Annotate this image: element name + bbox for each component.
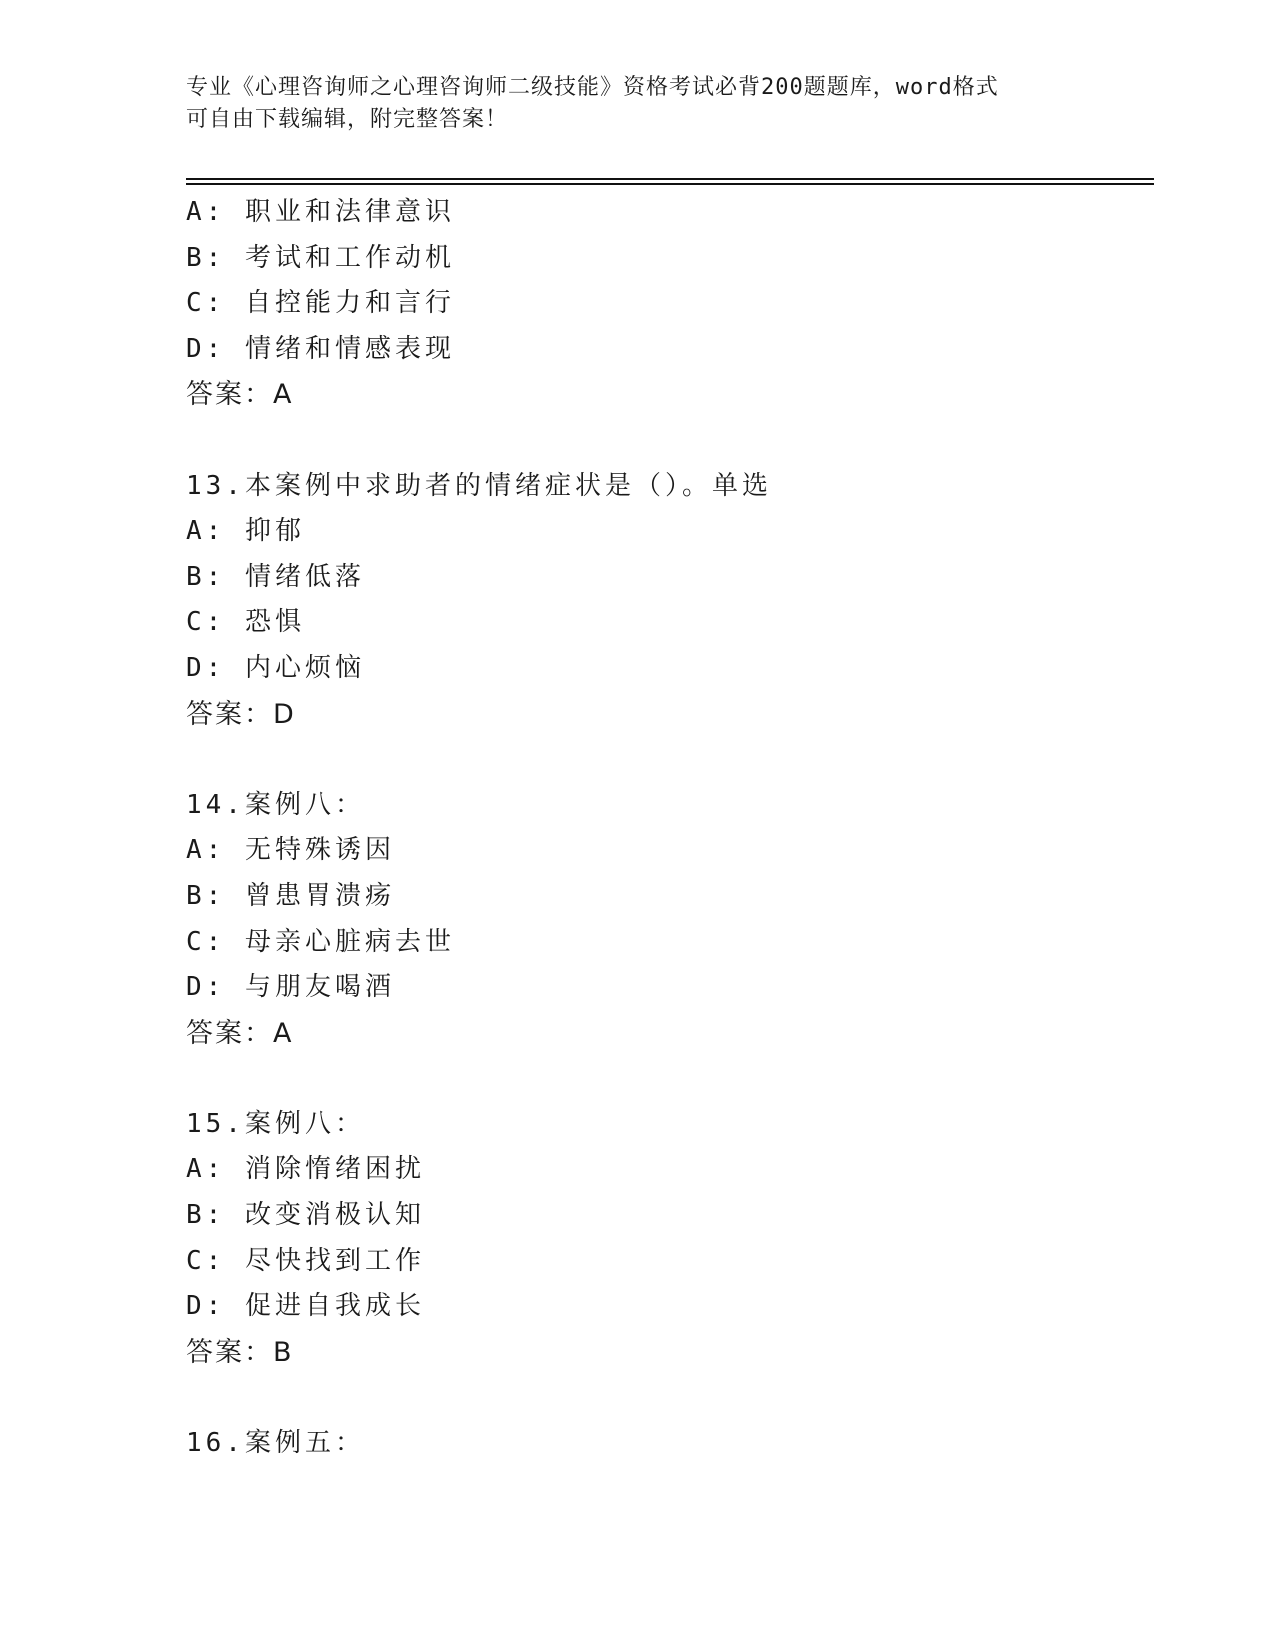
option-a: A: 职业和法律意识 <box>186 197 455 227</box>
question-block-15 <box>186 1102 1146 1376</box>
question-block-16 <box>186 1421 1146 1467</box>
block-spacer <box>186 737 1146 783</box>
option-c: C: 尽快找到工作 <box>186 1245 425 1276</box>
question-title: 13.本案例中求助者的情绪症状是（）。单选 <box>186 470 772 501</box>
option-a: A: 消除惰绪困扰 <box>186 1154 425 1185</box>
header-rule-top <box>186 178 1154 180</box>
header-line-1: 专业《心理咨询师之心理咨询师二级技能》资格考试必背200题题库，word格式 <box>186 75 999 100</box>
answer-line: 答案：D <box>186 698 296 730</box>
option-c: C: 自控能力和言行 <box>186 288 455 319</box>
block-spacer <box>186 418 1146 464</box>
option-b: B: 情绪低落 <box>186 561 365 592</box>
question-block-14 <box>186 783 1146 1057</box>
question-title: 16.案例五： <box>186 1428 365 1459</box>
option-d: D: 情绪和情感表现 <box>186 333 455 364</box>
question-block-13 <box>186 464 1146 738</box>
header-rule-bottom <box>186 183 1154 185</box>
answer-line: 答案：B <box>186 1336 294 1368</box>
option-a: A: 无特殊诱因 <box>186 835 395 866</box>
block-spacer <box>186 1375 1146 1421</box>
option-d: D: 促进自我成长 <box>186 1291 425 1322</box>
block-spacer <box>186 1056 1146 1102</box>
document-header <box>186 72 1086 136</box>
option-b: B: 考试和工作动机 <box>186 242 455 273</box>
question-list <box>186 190 1146 1467</box>
option-b: B: 改变消极认知 <box>186 1200 425 1231</box>
option-a: A: 抑郁 <box>186 516 305 547</box>
option-c: C: 恐惧 <box>186 607 305 638</box>
answer-line: 答案：A <box>186 1017 294 1049</box>
option-d: D: 与朋友喝酒 <box>186 972 395 1003</box>
answer-line: 答案：A <box>186 379 294 411</box>
question-title: 14.案例八： <box>186 789 365 820</box>
header-line-2: 可自由下载编辑，附完整答案！ <box>186 107 509 132</box>
question-block-12 <box>186 190 1146 418</box>
option-d: D: 内心烦恼 <box>186 652 365 683</box>
question-title: 15.案例八： <box>186 1108 365 1139</box>
option-c: C: 母亲心脏病去世 <box>186 926 455 957</box>
option-b: B: 曾患胃溃疡 <box>186 880 395 911</box>
